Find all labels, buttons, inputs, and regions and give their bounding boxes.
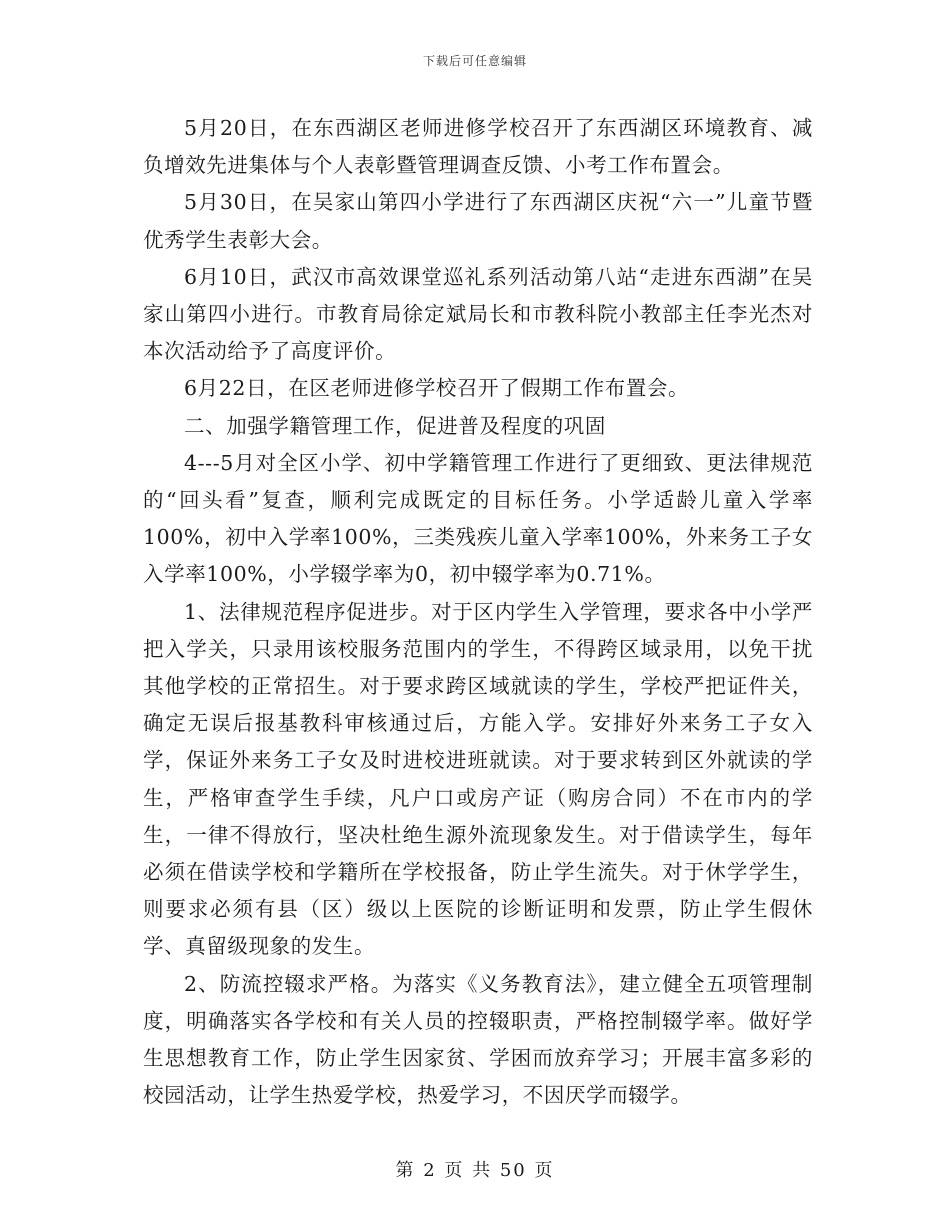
page-header: 下载后可任意编辑: [422, 54, 527, 68]
paragraph-may-20: 5月20日，在东西湖区老师进修学校召开了东西湖区环境教育、减负增效先进集体与个人表彰暨管理调查反馈、小考工作布置会。: [143, 116, 813, 178]
page-footer: 第 2 页 共 50 页: [395, 1160, 555, 1181]
paragraph-may-30: 5月30日，在吴家山第四小学进行了东西湖区庆祝“六一”儿童节暨优秀学生表彰大会。: [143, 190, 813, 252]
paragraph-item-2: 2、防流控辍求严格。为落实《义务教育法》，建立健全五项管理制度，明确落实各学校和有关人员的控辍职责，严格控制辍学率。做好学生思想教育工作，防止学生因家贫、学困而放弃学习；开展丰富多彩的校园活动，让学生热爱学校，热爱学习，不因厌学而辍学。: [143, 971, 813, 1108]
paragraph-june-22: 6月22日，在区老师进修学校召开了假期工作布置会。: [184, 376, 690, 401]
section-heading-2: 二、加强学籍管理工作，促进普及程度的巩固: [184, 413, 606, 438]
paragraph-june-10: 6月10日，武汉市高效课堂巡礼系列活动第八站“走进东西湖”在吴家山第四小进行。市教育局徐定斌局长和市教科院小教部主任李光杰对本次活动给予了高度评价。: [143, 264, 813, 364]
document-body: [143, 110, 813, 1114]
paragraph-enrollment-stats: 4---5月对全区小学、初中学籍管理工作进行了更细致、更法律规范的“回头看”复查，顺利完成既定的目标任务。小学适龄儿童入学率100%，初中入学率100%，三类残疾儿童入学率100%，外来务工子女入学率100%，小学辍学率为0，初中辍学率为0.71%。: [143, 450, 813, 587]
paragraph-item-1: 1、法律规范程序促进步。对于区内学生入学管理，要求各中小学严把入学关，只录用该校服务范围内的学生，不得跨区域录用，以免干扰其他学校的正常招生。对于要求跨区域就读的学生，学校严把证件关，确定无误后报基教科审核通过后，方能入学。安排好外来务工子女入学，保证外来务工子女及时进校进班就读。对于要求转到区外就读的学生，严格审查学生手续，凡户口或房产证（购房合同）不在市内的学生，一律不得放行，坚决杜绝生源外流现象发生。对于借读学生，每年必须在借读学校和学籍所在学校报备，防止学生流失。对于休学学生，则要求必须有县（区）级以上医院的诊断证明和发票，防止学生假休学、真留级现象的发生。: [143, 599, 813, 959]
